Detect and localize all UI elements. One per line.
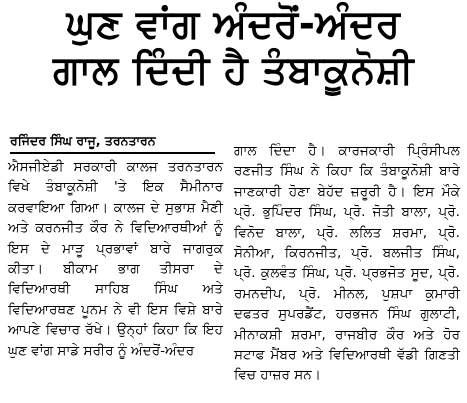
article-column-right: ਗਾਲ ਦਿੰਦਾ ਹੈ। ਕਾਰਜਕਾਰੀ ਪ੍ਰਿੰਸੀਪਲ ਰਣਜੀਤ ਸਿੰਘ ਨੇ ਕਿਹਾ ਕਿ ਤੰਬਾਕੂਨੋਸ਼ੀ ਬਾਰੇ ਜਾਣਕਾਰੀ ਹੋਣਾ ਬੇਹੱਦ ਜ਼ਰੂਰੀ ਹੈ। ਇਸ ਮੌਕੇ ਪ੍ਰੋ. ਭੁਪਿੰਦਰ ਸਿੰਘ, ਪ੍ਰੋ. ਜੋਤੀ ਬਾਲਾ, ਪ੍ਰੋ. ਵਿਨੋਦ ਬਾਲਾ, ਪ੍ਰੋ. ਲਲਿਤ ਸ਼ਰਮਾ, ਪ੍ਰੋ. ਸੋਨੀਆ, ਕਿਰਨਜੀਤ, ਪ੍ਰੋ. ਬਲਜੀਤ ਸਿੰਘ, ਪ੍ਰੋ. ਕੁਲਵੰਤ ਸਿੰਘ, ਪ੍ਰੋ. ਪ੍ਰਭਜੋਤ ਸੂਦ, ਪ੍ਰੋ. ਰਮਨਦੀਪ, ਪ੍ਰੋ. ਮੀਨਲ, ਪੁਸ਼ਪਾ ਕੁਮਾਰੀ ਦਫਤਰ ਸੁਪਰਡੈਂਟ, ਹਰਭਜਨ ਸਿੰਘ ਗੁਲਾਟੀ, ਮੀਨਾਕਸ਼ੀ ਸ਼ਰਮਾ, ਰਾਜਬੀਰ ਕੌਰ ਅਤੇ ਹੋਰ ਸਟਾਫ ਮੈਂਬਰ ਅਤੇ ਵਿਦਿਆਰਥੀ ਵੱਡੀ ਗਿਣਤੀ ਵਿਚ ਹਾਜ਼ਰ ਸਨ। [234, 143, 460, 384]
headline-line-2: ਗਾਲ ਦਿੰਦੀ ਹੈ ਤੰਬਾਕੂਨੋਸ਼ੀ [53, 48, 414, 93]
headline [0, 2, 467, 94]
article-column-left: ਐਸਜੀਏਡੀ ਸਰਕਾਰੀ ਕਾਲਜ ਤਰਨਤਾਰਨ ਵਿਖੇ ਤੰਬਾਕੂਨੋਸ਼ੀ 'ਤੇ ਇਕ ਸੈਮੀਨਾਰ ਕਰਵਾਇਆ ਗਿਆ। ਕਾਲਜ ਦੇ ਸੁਭਾਸ਼ ਮੈਣੀ ਅਤੇ ਕਰਨਜੀਤ ਕੌਰ ਨੇ ਵਿਦਿਆਰਥੀਆਂ ਨੂੰ ਇਸ ਦੇ ਮਾੜੂ ਪ੍ਰਭਾਵਾਂ ਬਾਰੇ ਜਾਗਰੁਕ ਕੀਤਾ। ਬੀਕਾਮ ਭਾਗ ਤੀਸਰਾ ਦੇ ਵਿਦਿਆਰਥੀ ਸਾਹਿਬ ਸਿੰਘ ਅਤੇ ਵਿਦਿਆਰਥਣ ਪੂਨਮ ਨੇ ਵੀ ਇਸ ਵਿਸ਼ੇ ਬਾਰੇ ਆਪਣੇ ਵਿਚਾਰ ਰੱਖੇ। ਉਨ੍ਹਾਂ ਕਿਹਾ ਕਿ ਇਹ ਘੁਣ ਵਾਂਗ ਸਾਡੇ ਸਰੀਰ ਨੂੰ ਅੰਦਰੋਂ-ਅੰਦਰ [8, 159, 223, 359]
headline-line-1: ਘੁਣ ਵਾਂਗ ਅੰਦਰੋਂ-ਅੰਦਰ [66, 2, 401, 47]
byline: ਰਜਿੰਦਰ ਸਿੰਘ ਰਾਜੂ, ਤਰਨਤਾਰਨ [10, 133, 215, 154]
